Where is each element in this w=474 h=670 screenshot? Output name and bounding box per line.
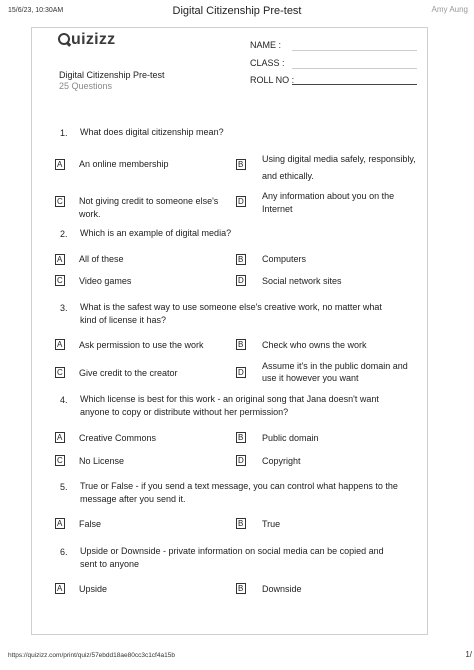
class-label: CLASS : xyxy=(250,58,285,68)
print-url: https://quizizz.com/print/quiz/57ebdd18ae80cc3c1cf4a15b xyxy=(8,652,175,659)
option-text: Public domain xyxy=(262,433,319,443)
option-text: No License xyxy=(79,456,125,466)
option-letter: A xyxy=(55,518,65,529)
option-letter: A xyxy=(55,254,65,265)
question-count: 25 Questions xyxy=(59,81,113,91)
option-text: Video games xyxy=(79,276,132,286)
option-text: Ask permission to use the work xyxy=(79,340,204,350)
option-text: Upside xyxy=(79,584,108,594)
name-label: NAME : xyxy=(250,40,282,50)
option-letter: C xyxy=(55,455,65,466)
question-number: 1. xyxy=(60,128,68,138)
option-text: Social network sites xyxy=(262,276,342,286)
worksheet-frame xyxy=(31,27,428,635)
print-page-title: Digital Citizenship Pre-test xyxy=(172,5,302,17)
option-letter: D xyxy=(236,196,246,207)
class-line xyxy=(292,68,417,69)
option-text: Assume it's in the public domain and use it however you want xyxy=(262,361,408,383)
print-datetime: 15/6/23, 10:30AM xyxy=(8,7,64,14)
option-text: Check who owns the work xyxy=(262,340,367,350)
question-number: 3. xyxy=(60,303,68,313)
option-text: Any information about you on the Internet xyxy=(262,191,395,214)
question-number: 4. xyxy=(60,395,68,405)
option-letter: B xyxy=(236,159,246,170)
option-letter: D xyxy=(236,455,246,466)
option-letter: A xyxy=(55,159,65,170)
quizizz-logo xyxy=(58,31,115,49)
option-letter: B xyxy=(236,583,246,594)
option-letter: B xyxy=(236,254,246,265)
option-letter: B xyxy=(236,432,246,443)
option-text: An online membership xyxy=(79,159,169,169)
option-text: Using digital media safely, responsibly, and ethically. xyxy=(262,154,416,181)
option-letter: A xyxy=(55,432,65,443)
roll-line xyxy=(292,84,417,85)
option-text: False xyxy=(79,519,102,529)
question-number: 2. xyxy=(60,229,68,239)
option-letter: A xyxy=(55,583,65,594)
print-page-number: 1/ xyxy=(465,650,472,659)
option-text: Not giving credit to someone else's work. xyxy=(79,196,219,219)
question-text: What is the safest way to use someone else's creative work, no matter what kind of license it has? xyxy=(80,302,382,325)
question-text: True or False - if you send a text message, you can control what happens to the message after you send it. xyxy=(80,481,398,504)
name-line xyxy=(292,50,417,51)
print-user-name: Amy Aung xyxy=(431,5,468,14)
option-text: Give credit to the creator xyxy=(79,368,178,378)
logo-text: uizizz xyxy=(71,31,116,48)
question-number: 5. xyxy=(60,482,68,492)
option-letter: C xyxy=(55,367,65,378)
question-number: 6. xyxy=(60,547,68,557)
option-text: All of these xyxy=(79,254,124,264)
question-text: Which is an example of digital media? xyxy=(80,228,232,238)
option-letter: B xyxy=(236,339,246,350)
option-text: Creative Commons xyxy=(79,433,157,443)
option-text: Copyright xyxy=(262,456,301,466)
option-text: Computers xyxy=(262,254,307,264)
option-letter: D xyxy=(236,367,246,378)
quizizz-q-icon xyxy=(58,33,70,45)
option-text: True xyxy=(262,519,281,529)
roll-label: ROLL NO : xyxy=(250,75,295,85)
option-letter: C xyxy=(55,275,65,286)
question-text: What does digital citizenship mean? xyxy=(80,127,224,137)
quiz-title: Digital Citizenship Pre-test xyxy=(59,70,165,80)
question-text: Which license is best for this work - an original song that Jana doesn't want anyone to copy or distribute without her permission? xyxy=(80,394,379,417)
question-text: Upside or Downside - private information on social media can be copied and sent to anyone xyxy=(80,546,384,569)
option-letter: B xyxy=(236,518,246,529)
option-text: Downside xyxy=(262,584,302,594)
option-letter: D xyxy=(236,275,246,286)
option-letter: A xyxy=(55,339,65,350)
option-letter: C xyxy=(55,196,65,207)
